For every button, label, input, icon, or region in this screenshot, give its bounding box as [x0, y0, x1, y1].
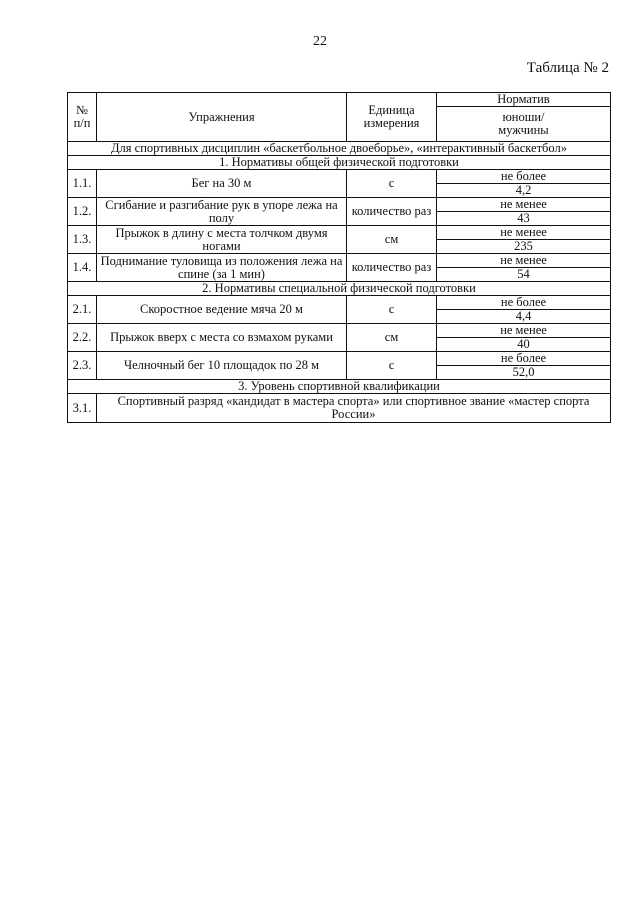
header-group: юноши/ мужчины — [437, 107, 611, 142]
row-num: 1.1. — [68, 170, 97, 198]
row-unit: см — [347, 226, 437, 254]
table-subtitle: Для спортивных дисциплин «баскетбольное двоеборье», «интерактивный баскетбол» — [68, 142, 611, 156]
row-exercise: Скоростное ведение мяча 20 м — [97, 296, 347, 324]
row-num: 1.3. — [68, 226, 97, 254]
header-row — [68, 93, 611, 107]
row-value: 43 — [437, 212, 611, 226]
row-exercise: Прыжок вверх с места со взмахом руками — [97, 324, 347, 352]
header-num: № п/п — [68, 93, 97, 142]
table-row — [68, 170, 611, 184]
table-row — [68, 296, 611, 310]
row-text: Спортивный разряд «кандидат в мастера спорта» или спортивное звание «мастер спорта России» — [97, 394, 611, 423]
row-qualifier: не менее — [437, 226, 611, 240]
row-value: 235 — [437, 240, 611, 254]
table-row — [68, 226, 611, 240]
header-exercise: Упражнения — [97, 93, 347, 142]
row-value: 4,2 — [437, 184, 611, 198]
header-unit: Единица измерения — [347, 93, 437, 142]
section-row — [68, 282, 611, 296]
row-exercise: Прыжок в длину с места толчком двумя ногами — [97, 226, 347, 254]
row-value: 52,0 — [437, 366, 611, 380]
section-row — [68, 156, 611, 170]
table-caption: Таблица № 2 — [526, 60, 609, 76]
subtitle-row — [68, 142, 611, 156]
row-exercise: Поднимание туловища из положения лежа на спине (за 1 мин) — [97, 254, 347, 282]
row-exercise: Челночный бег 10 площадок по 28 м — [97, 352, 347, 380]
row-unit: см — [347, 324, 437, 352]
row-value: 40 — [437, 338, 611, 352]
row-exercise: Сгибание и разгибание рук в упоре лежа на полу — [97, 198, 347, 226]
row-unit: количество раз — [347, 198, 437, 226]
row-qualifier: не более — [437, 296, 611, 310]
norms-table-body — [68, 93, 611, 423]
row-num: 1.4. — [68, 254, 97, 282]
section-title: 3. Уровень спортивной квалификации — [68, 380, 611, 394]
row-unit: с — [347, 352, 437, 380]
section-row — [68, 380, 611, 394]
row-num: 1.2. — [68, 198, 97, 226]
row-exercise: Бег на 30 м — [97, 170, 347, 198]
row-qualifier: не более — [437, 170, 611, 184]
header-norm: Норматив — [437, 93, 611, 107]
row-value: 54 — [437, 268, 611, 282]
row-qualifier: не менее — [437, 254, 611, 268]
table-row — [68, 254, 611, 268]
row-qualifier: не менее — [437, 198, 611, 212]
row-num: 3.1. — [68, 394, 97, 423]
row-unit: количество раз — [347, 254, 437, 282]
row-qualifier: не менее — [437, 324, 611, 338]
row-unit: с — [347, 170, 437, 198]
norms-table — [67, 92, 611, 423]
row-qualifier: не более — [437, 352, 611, 366]
table-row — [68, 394, 611, 423]
section-title: 1. Нормативы общей физической подготовки — [68, 156, 611, 170]
page-number: 22 — [313, 34, 327, 49]
table-row — [68, 198, 611, 212]
section-title: 2. Нормативы специальной физической подготовки — [68, 282, 611, 296]
row-num: 2.2. — [68, 324, 97, 352]
row-unit: с — [347, 296, 437, 324]
table-row — [68, 352, 611, 366]
row-num: 2.3. — [68, 352, 97, 380]
row-num: 2.1. — [68, 296, 97, 324]
table-row — [68, 324, 611, 338]
row-value: 4,4 — [437, 310, 611, 324]
